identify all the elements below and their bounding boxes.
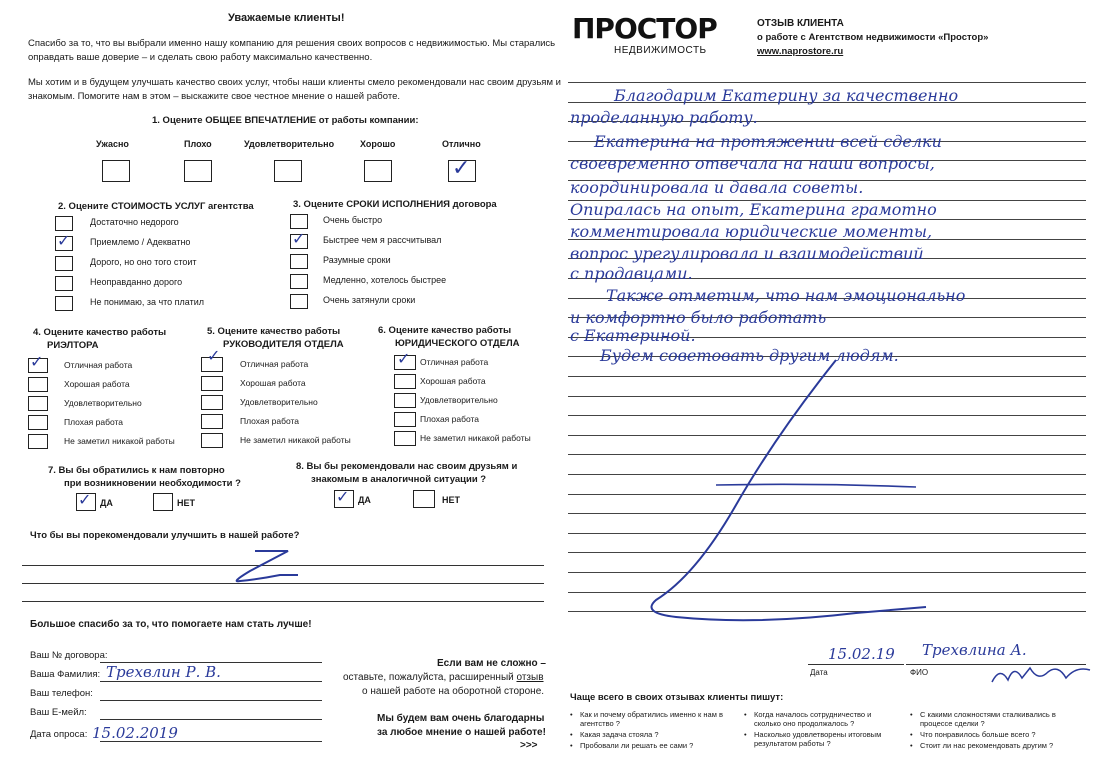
q3-option-3: Медленно, хотелось быстрее xyxy=(323,275,447,285)
q3-checkbox-3[interactable] xyxy=(290,274,308,289)
improve-line-3 xyxy=(22,601,544,602)
review-line-2: проделанную работу. xyxy=(570,108,758,127)
phone-label: Ваш телефон: xyxy=(30,688,93,699)
q5-checkbox-1[interactable] xyxy=(201,376,223,391)
intro-line-2: оправдать ваше доверие – и сделать свою работу максимально качественно. xyxy=(28,52,373,63)
q7-title: 7. Вы бы обратились к нам повторно xyxy=(48,465,225,476)
q4-option-3: Плохая работа xyxy=(64,417,124,427)
q1-option-0: Ужасно xyxy=(96,139,129,149)
q3-checkbox-4[interactable] xyxy=(290,294,308,309)
q3-option-0: Очень быстро xyxy=(323,215,383,225)
q4-option-4: Не заметил никакой работы xyxy=(64,436,175,446)
intro-line-3: Мы хотим и в будущем улучшать качество своих услуг, чтобы наши клиенты смело рекомендовали нас своим друзьям и xyxy=(28,77,561,88)
q4-checkbox-1[interactable] xyxy=(28,377,48,392)
review-date-label: Дата xyxy=(810,668,828,677)
q7-yes-check-mark-icon: ✓ xyxy=(78,490,92,509)
often-col-1 xyxy=(570,710,730,752)
q2-title: 2. Оцените СТОИМОСТЬ УСЛУГ агентства xyxy=(58,201,254,212)
q5-checkbox-4[interactable] xyxy=(201,433,223,448)
contract-label: Ваш № договора: xyxy=(30,650,108,661)
often-col2-item xyxy=(744,730,894,748)
q1-checkbox-2[interactable] xyxy=(274,160,302,182)
q1-option-1: Плохо xyxy=(184,139,212,149)
review-header-subtitle: о работе с Агентством недвижимости «Простор» xyxy=(757,32,989,43)
q6-checkbox-4[interactable] xyxy=(394,431,416,446)
q5-option-0: Отличная работа xyxy=(240,359,309,369)
q5-option-2: Удовлетворительно xyxy=(240,397,318,407)
bullet-icon: • xyxy=(570,710,573,719)
q4-title-2: РИЭЛТОРА xyxy=(47,340,99,351)
left-title: Уважаемые клиенты! xyxy=(228,12,345,24)
q8-yes-check-mark-icon: ✓ xyxy=(336,487,350,506)
often-col3-text: Что понравилось больше всего ? xyxy=(920,730,1036,739)
review-line-3: Екатерина на протяжении всей сделки xyxy=(594,132,942,151)
q3-option-4: Очень затянули сроки xyxy=(323,295,416,305)
bullet-icon: • xyxy=(570,741,573,750)
q5-option-1: Хорошая работа xyxy=(240,378,306,388)
q4-option-0: Отличная работа xyxy=(64,360,133,370)
q3-check-mark-icon: ✓ xyxy=(292,229,306,248)
often-col1-text: Как и почему обратились именно к нам в агентство ? xyxy=(580,710,723,728)
review-line-12: с Екатериной. xyxy=(570,326,696,345)
surname-label: Ваша Фамилия: xyxy=(30,669,101,680)
q6-option-3: Плохая работа xyxy=(420,414,480,424)
q6-checkbox-1[interactable] xyxy=(394,374,416,389)
bullet-icon: • xyxy=(910,710,913,719)
note-line-1: Если вам не сложно – xyxy=(437,658,546,669)
review-line-4: своевременно отвечала на наши вопросы, xyxy=(570,154,935,173)
often-col1-text: Пробовали ли решать ее сами ? xyxy=(580,741,694,750)
q6-option-4: Не заметил никакой работы xyxy=(420,433,531,443)
arrows-icon: >>> xyxy=(520,740,538,751)
signature-scribble xyxy=(986,660,1096,688)
note-line-3: о нашей работе на оборотной стороне. xyxy=(362,686,545,697)
q2-checkbox-4[interactable] xyxy=(55,296,73,311)
review-line-11: и комфортно было работать xyxy=(570,308,827,327)
q6-option-1: Хорошая работа xyxy=(420,376,486,386)
q3-option-1: Быстрее чем я рассчитывал xyxy=(323,235,442,245)
often-col3-text: Стоит ли нас рекомендовать другим ? xyxy=(920,741,1054,750)
q1-checkbox-0[interactable] xyxy=(102,160,130,182)
bullet-icon: • xyxy=(910,730,913,739)
q4-check-mark-icon: ✓ xyxy=(30,352,44,371)
often-col-3 xyxy=(910,710,1070,752)
q6-option-0: Отличная работа xyxy=(420,357,489,367)
intro-line-1: Спасибо за то, что вы выбрали именно нашу компанию для решения своих вопросов с недвижимостью. Мы старались xyxy=(28,38,556,49)
q6-checkbox-2[interactable] xyxy=(394,393,416,408)
q2-checkbox-3[interactable] xyxy=(55,276,73,291)
right-sheet xyxy=(556,0,1114,768)
often-title: Чаще всего в своих отзывах клиенты пишут: xyxy=(570,692,784,703)
ruled-line[interactable] xyxy=(568,82,1086,83)
often-col3-item xyxy=(910,741,1070,750)
q1-option-3: Хорошо xyxy=(360,139,396,149)
q3-title: 3. Оцените СРОКИ ИСПОЛНЕНИЯ договора xyxy=(293,199,497,210)
often-col1-item xyxy=(570,741,730,750)
q4-checkbox-2[interactable] xyxy=(28,396,48,411)
q2-checkbox-2[interactable] xyxy=(55,256,73,271)
q2-option-2: Дорого, но оно того стоит xyxy=(90,257,197,267)
q2-option-0: Достаточно недорого xyxy=(90,217,179,227)
q3-checkbox-0[interactable] xyxy=(290,214,308,229)
q7-no-checkbox[interactable] xyxy=(153,493,173,511)
q7-no-label: НЕТ xyxy=(177,498,195,508)
improve-dash-scribble xyxy=(210,545,300,590)
q5-title-2: РУКОВОДИТЕЛЯ ОТДЕЛА xyxy=(223,339,344,350)
q4-checkbox-3[interactable] xyxy=(28,415,48,430)
q4-option-2: Удовлетворительно xyxy=(64,398,142,408)
logo-sub: НЕДВИЖИМОСТЬ xyxy=(614,45,707,56)
often-col3-item xyxy=(910,710,1070,728)
q6-title: 6. Оцените качество работы xyxy=(378,325,512,336)
q5-option-3: Плохая работа xyxy=(240,416,300,426)
review-fio-label: ФИО xyxy=(910,668,929,677)
note-line-4: Мы будем вам очень благодарны xyxy=(377,713,545,724)
thanks-text: Большое спасибо за то, что помогаете нам стать лучше! xyxy=(30,619,312,630)
survey-date-value: 15.02.2019 xyxy=(92,724,178,742)
q5-checkbox-3[interactable] xyxy=(201,414,223,429)
q8-title: 8. Вы бы рекомендовали нас своим друзьям и xyxy=(296,461,518,472)
often-col2-text: Насколько удовлетворены итоговым результатом работы ? xyxy=(754,730,882,748)
q1-title: 1. Оцените ОБЩЕЕ ВПЕЧАТЛЕНИЕ от работы компании: xyxy=(152,115,419,126)
q5-checkbox-2[interactable] xyxy=(201,395,223,410)
review-line-9: с продавцами. xyxy=(570,264,693,283)
often-col1-item xyxy=(570,710,730,728)
q8-no-label: НЕТ xyxy=(442,495,460,505)
often-col2-item xyxy=(744,710,894,728)
review-line-8: вопрос урегулировала и взаимодействий xyxy=(570,244,924,263)
ruled-line[interactable] xyxy=(568,219,1086,220)
bullet-icon: • xyxy=(570,730,573,739)
intro-line-4: знакомым. Помогите нам в этом – выскажите свое честное мнение о нашей работе. xyxy=(28,91,400,102)
q2-check-mark-icon: ✓ xyxy=(57,231,71,250)
q1-check-mark-icon: ✓ xyxy=(452,156,471,181)
q5-check-mark-icon: ✓ xyxy=(207,346,221,365)
review-date-field[interactable] xyxy=(808,664,904,665)
q8-no-checkbox[interactable] xyxy=(413,490,435,508)
q5-option-4: Не заметил никакой работы xyxy=(240,435,351,445)
often-col2-text: Когда началось сотрудничество и сколько оно продолжалось ? xyxy=(754,710,872,728)
often-col3-text: С какими сложностями сталкивались в процессе сделки ? xyxy=(920,710,1056,728)
q4-checkbox-4[interactable] xyxy=(28,434,48,449)
q3-checkbox-2[interactable] xyxy=(290,254,308,269)
often-col1-item xyxy=(570,730,730,739)
q6-check-mark-icon: ✓ xyxy=(397,349,411,368)
empty-lines-dash-scribble xyxy=(616,355,936,630)
review-fio-value: Трехвлина А. xyxy=(922,641,1027,659)
logo-main: ПРОСТОР xyxy=(572,12,717,45)
q1-checkbox-1[interactable] xyxy=(184,160,212,182)
website-link[interactable]: www.naprostore.ru xyxy=(757,46,844,57)
review-header-title: ОТЗЫВ КЛИЕНТА xyxy=(757,18,844,29)
q4-option-1: Хорошая работа xyxy=(64,379,130,389)
q7-title-2: при возникновении необходимости ? xyxy=(64,478,241,489)
review-line-7: комментировала юридические моменты, xyxy=(570,222,933,241)
q6-option-2: Удовлетворительно xyxy=(420,395,498,405)
q6-checkbox-3[interactable] xyxy=(394,412,416,427)
review-line-10: Также отметим, что нам эмоционально xyxy=(606,286,966,305)
q6-title-2: ЮРИДИЧЕСКОГО ОТДЕЛА xyxy=(395,338,520,349)
q5-title: 5. Оцените качество работы xyxy=(207,326,341,337)
often-col-2 xyxy=(744,710,894,750)
often-col3-item xyxy=(910,730,1070,739)
review-line-6: Опиралась на опыт, Екатерина грамотно xyxy=(570,200,937,219)
q4-title: 4. Оцените качество работы xyxy=(33,327,167,338)
improve-question: Что бы вы порекомендовали улучшить в нашей работе? xyxy=(30,530,300,541)
review-line-13: Будем советовать другим людям. xyxy=(600,346,899,365)
q3-option-2: Разумные сроки xyxy=(323,255,391,265)
surname-field[interactable] xyxy=(100,681,322,682)
q1-option-4: Отлично xyxy=(442,139,481,149)
bullet-icon: • xyxy=(744,730,747,739)
review-line-1: Благодарим Екатерину за качественно xyxy=(614,86,959,105)
bullet-icon: • xyxy=(910,741,913,750)
note-line-2-text: оставьте, пожалуйста, расширенный xyxy=(343,672,514,683)
bullet-icon: • xyxy=(744,710,747,719)
email-label: Ваш Е-мейл: xyxy=(30,707,87,718)
review-link[interactable]: отзыв xyxy=(516,672,544,683)
q2-option-4: Не понимаю, за что платил xyxy=(90,297,205,307)
note-line-2 xyxy=(343,672,544,683)
phone-field[interactable] xyxy=(100,700,322,701)
review-line-5: координировала и давала советы. xyxy=(570,178,864,197)
review-date-value: 15.02.19 xyxy=(828,645,895,663)
date-label: Дата опроса: xyxy=(30,729,88,740)
q2-checkbox-0[interactable] xyxy=(55,216,73,231)
note-line-5: за любое мнение о нашей работе! xyxy=(377,727,546,738)
q8-title-2: знакомым в аналогичной ситуации ? xyxy=(311,474,487,485)
q2-option-3: Неоправданно дорого xyxy=(90,277,183,287)
q1-option-2: Удовлетворительно xyxy=(244,139,335,149)
surname-value: Трехвлин Р. В. xyxy=(106,663,221,681)
email-field[interactable] xyxy=(100,719,322,720)
q8-yes-label: ДА xyxy=(358,495,371,505)
q1-checkbox-3[interactable] xyxy=(364,160,392,182)
often-col1-text: Какая задача стояла ? xyxy=(580,730,659,739)
q7-yes-label: ДА xyxy=(100,498,113,508)
q2-option-1: Приемлемо / Адекватно xyxy=(90,237,191,247)
logo xyxy=(572,12,722,60)
